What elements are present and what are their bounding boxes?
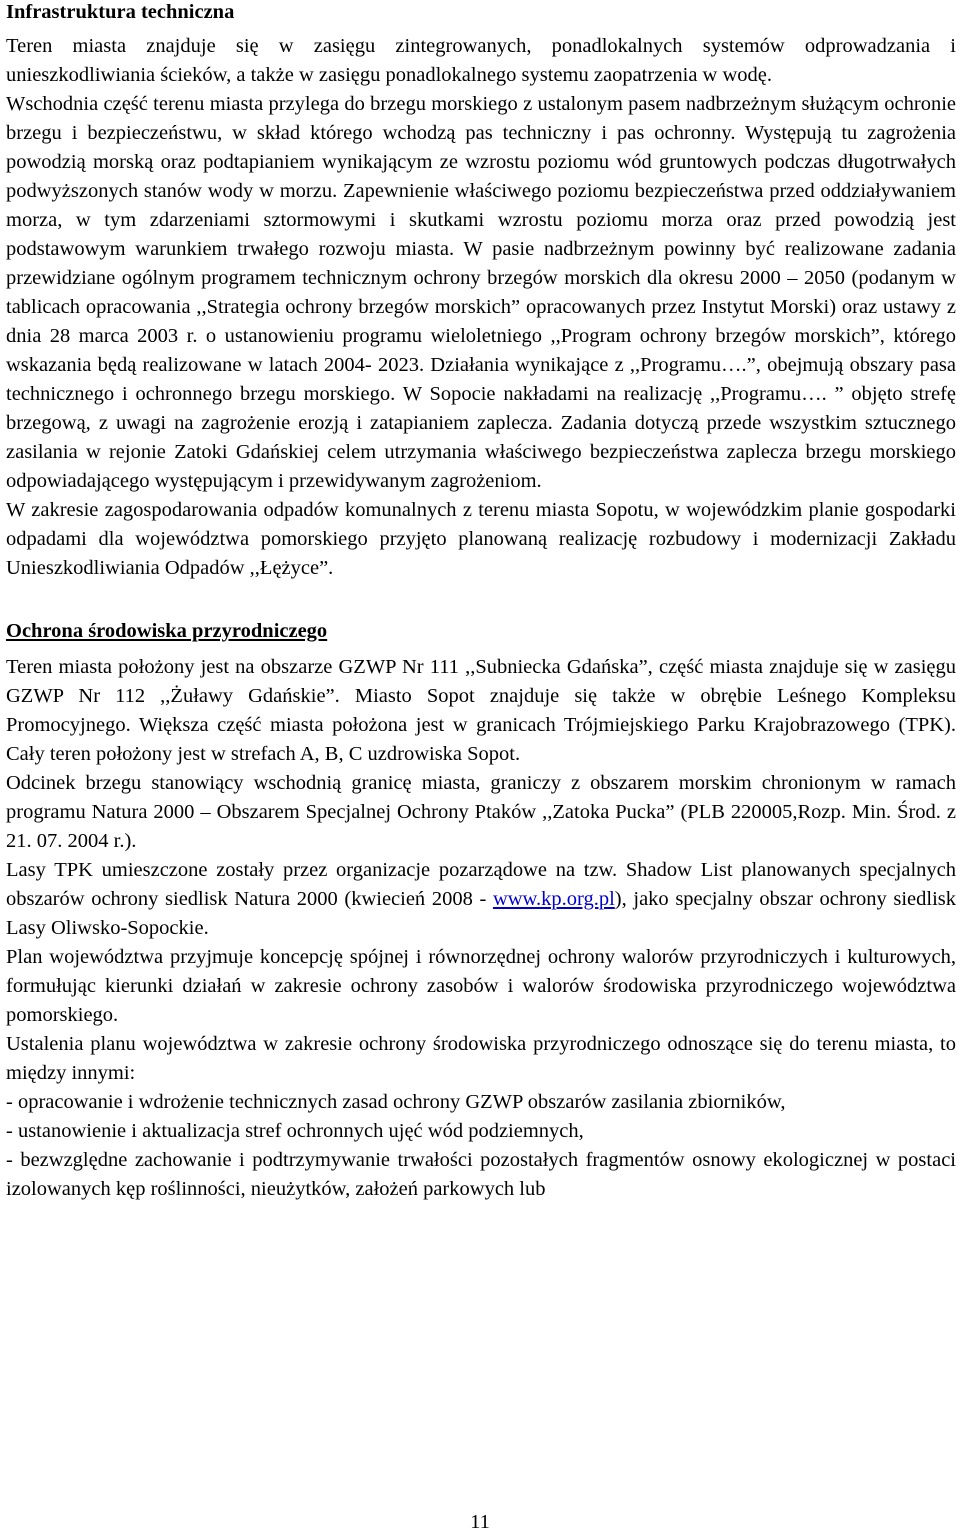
page-number: 11 xyxy=(470,1511,490,1533)
paragraph: Ustalenia planu województwa w zakresie ochrony środowiska przyrodniczego odnoszące się do terenu miasta, to między innymi: xyxy=(6,1033,956,1084)
kp-org-link[interactable]: www.kp.org.pl xyxy=(492,888,615,910)
paragraph: W zakresie zagospodarowania odpadów komunalnych z terenu miasta Sopotu, w wojewódzkim planie gospodarki odpadami dla województwa pomorskiego przyjęto planowaną realizację rozbudowy i modernizacji Zakładu Unieszkodliwiania Odpadów ,,Łężyce”. xyxy=(6,499,956,579)
list-item: - ustanowienie i aktualizacja stref ochronnych ujęć wód podziemnych, xyxy=(6,1120,584,1142)
paragraph-text: Lasy TPK umieszczone zostały przez organizacje pozarządowe na tzw. Shadow List planowanych specjalnych obszarów ochrony siedlisk Natura 2000 (kwiecień 2008 - xyxy=(6,859,956,910)
document-page xyxy=(6,0,956,1204)
paragraph: Wschodnia część terenu miasta przylega do brzegu morskiego z ustalonym pasem nadbrzeżnym służącym ochronie brzegu i bezpieczeństwu, w skład którego wchodzą pas techniczny i pas ochronny. Występują tu zagrożenia powodzią morską oraz podtapianiem wynikającym ze wzrostu poziomu wód gruntowych podczas długotrwałych podwyższonych stanów wody w morzu. Zapewnienie właściwego poziomu bezpieczeństwa przed oddziaływaniem morza, w tym zdarzeniami sztormowymi i skutkami wzrostu poziomu morza oraz przed powodzią jest podstawowym warunkiem trwałego rozwoju miasta. W pasie nadbrzeżnym powinny być realizowane zadania przewidziane ogólnym programem technicznym ochrony brzegów morskich dla okresu 2000 – 2050 (podanym w tablicach opracowania ,,Strategia ochrony brzegów morskich” opracowanych przez Instytut Morski) oraz ustawy z dnia 28 marca 2003 r. o ustanowieniu programu wieloletniego ,,Program ochrony brzegów morskich”, którego wskazania będą realizowane w latach 2004- 2023. Działania wynikające z ,,Programu….”, obejmują obszary pasa technicznego i ochronnego brzegu morskiego. W Sopocie nakładami na realizację ,,Programu…. ” objęto strefę brzegową, z uwagi na zagrożenie erozją i zatapianiem zaplecza. Zadania dotyczą przede wszystkim sztucznego zasilania w rejonie Zatoki Gdańskiej celem utrzymania właściwego bezpieczeństwa zaplecza brzegu morskiego odpowiadającego występującym i przewidywanym zagrożeniom. xyxy=(6,93,956,492)
section-heading-infrastruktura: Infrastruktura techniczna xyxy=(6,1,235,23)
paragraph: Teren miasta znajduje się w zasięgu zintegrowanych, ponadlokalnych systemów odprowadzania i unieszkodliwiania ścieków, a także w zasięgu ponadlokalnego systemu zaopatrzenia w wodę. xyxy=(6,35,956,86)
paragraph: Odcinek brzegu stanowiący wschodnią granicę miasta, graniczy z obszarem morskim chronionym w ramach programu Natura 2000 – Obszarem Specjalnej Ochrony Ptaków ,,Zatoka Pucka” (PLB 220005,Rozp. Min. Środ. z 21. 07. 2004 r.). xyxy=(6,772,956,852)
list-item: - bezwzględne zachowanie i podtrzymywanie trwałości pozostałych fragmentów osnowy ekologicznej w postaci izolowanych kęp roślinności, nieużytków, założeń parkowych lub xyxy=(6,1149,956,1200)
paragraph-with-link xyxy=(6,856,956,943)
list-item: - opracowanie i wdrożenie technicznych zasad ochrony GZWP obszarów zasilania zbiorników, xyxy=(6,1091,786,1113)
paragraph-text: ), jako specjalny obszar ochrony siedlisk Lasy Oliwsko-Sopockie. xyxy=(6,888,956,939)
paragraph: Teren miasta położony jest na obszarze GZWP Nr 111 ,,Subniecka Gdańska”, część miasta znajduje się w zasięgu GZWP Nr 112 ,,Żuławy Gdańskie”. Miasto Sopot znajduje się także w obrębie Leśnego Kompleksu Promocyjnego. Większa część miasta położona jest w granicach Trójmiejskiego Parku Krajobrazowego (TPK). Cały teren położony jest w strefach A, B, C uzdrowiska Sopot. xyxy=(6,656,956,765)
paragraph: Plan województwa przyjmuje koncepcję spójnej i równorzędnej ochrony walorów przyrodniczych i kulturowych, formułując kierunki działań w zakresie ochrony zasobów i walorów środowiska przyrodniczego województwa pomorskiego. xyxy=(6,946,956,1026)
section-heading-ochrona: Ochrona środowiska przyrodniczego xyxy=(6,620,328,642)
